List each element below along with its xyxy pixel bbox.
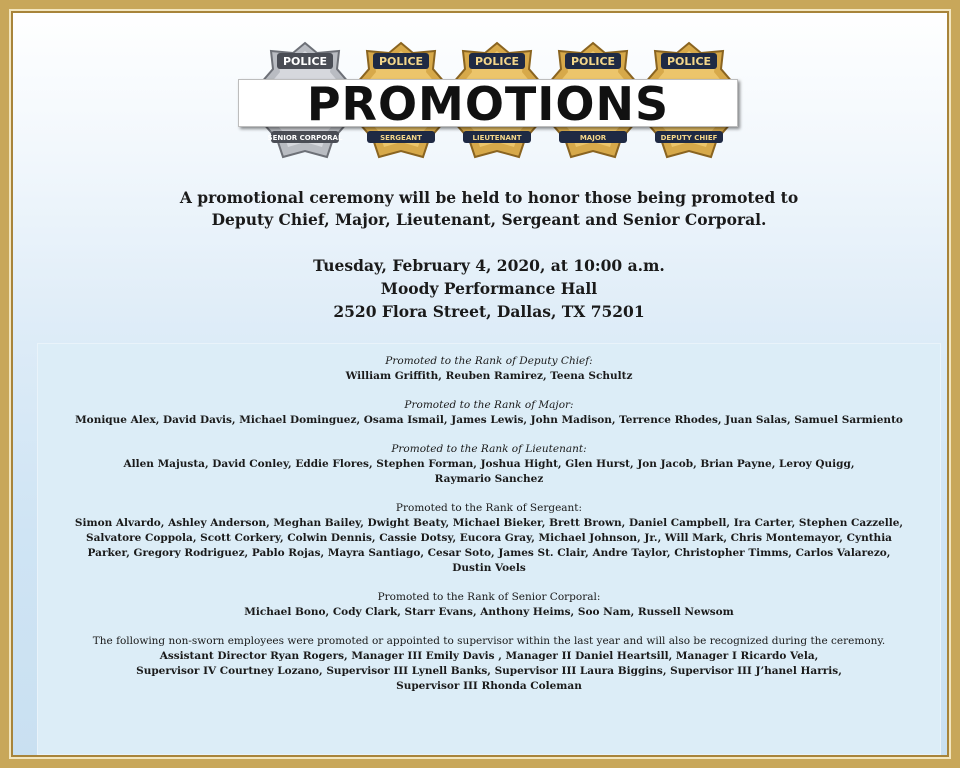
section-heading: The following non-sworn employees were promoted or appointed to supervisor within the last year and will also be recognized during the ceremony.	[92, 635, 886, 647]
section-heading: Promoted to the Rank of Major:	[404, 399, 574, 411]
name-line: Supervisor IV Courtney Lozano, Supervisor III Lynell Banks, Supervisor III Laura Biggins, Supervisor III J’hanel Harris,	[136, 665, 842, 677]
lieutenant-section	[39, 442, 939, 487]
name-line: Salvatore Coppola, Scott Corkery, Colwin Dennis, Cassie Dotsy, Eucora Gray, Michael Johnson, Jr., Will Mark, Chris Montemayor, Cynthia	[85, 532, 892, 544]
badge-top-text: POLICE	[474, 55, 520, 68]
major-section	[39, 398, 939, 428]
senior-corporal-section	[39, 590, 939, 620]
sergeant-section	[39, 501, 939, 576]
section-heading: Promoted to the Rank of Deputy Chief:	[385, 355, 593, 367]
title-banner	[238, 77, 738, 131]
name-line: Simon Alvardo, Ashley Anderson, Meghan Bailey, Dwight Beaty, Michael Bieker, Brett Brown, Daniel Campbell, Ira Carter, Stephen Cazzelle,	[74, 517, 904, 529]
badge-bottom-text: MAJOR	[579, 134, 607, 142]
intro-text	[109, 187, 869, 231]
event-datetime: Tuesday, February 4, 2020, at 10:00 a.m.	[313, 256, 665, 275]
name-line: William Griffith, Reuben Ramirez, Teena Schultz	[345, 370, 633, 382]
badge-top-text: POLICE	[282, 55, 328, 68]
intro-line: Deputy Chief, Major, Lieutenant, Sergeant and Senior Corporal.	[211, 210, 767, 229]
badge-bottom-text: SENIOR CORPORAL	[267, 134, 343, 142]
badge-bottom-text: SERGEANT	[380, 134, 422, 142]
name-line: Dustin Voels	[452, 562, 526, 574]
promotion-lists	[39, 354, 939, 708]
section-heading: Promoted to the Rank of Sergeant:	[395, 502, 583, 514]
non-sworn-section	[39, 634, 939, 694]
event-details	[109, 254, 869, 323]
badge-bottom-text: LIEUTENANT	[472, 134, 522, 142]
event-venue: Moody Performance Hall	[380, 279, 598, 298]
section-heading: Promoted to the Rank of Lieutenant:	[391, 443, 587, 455]
badge-top-text: POLICE	[570, 55, 616, 68]
name-line: Parker, Gregory Rodriguez, Pablo Rojas, Mayra Santiago, Cesar Soto, James St. Clair, Andre Taylor, Christopher Timms, Carlos Valarezo,	[87, 547, 891, 559]
name-line: Michael Bono, Cody Clark, Starr Evans, Anthony Heims, Soo Nam, Russell Newsom	[244, 606, 734, 618]
badge-bottom-text: DEPUTY CHIEF	[660, 134, 718, 142]
page-title: PROMOTIONS	[306, 77, 670, 131]
deputy-chief-section	[39, 354, 939, 384]
name-line: Supervisor III Rhonda Coleman	[396, 680, 582, 692]
name-line: Monique Alex, David Davis, Michael Dominguez, Osama Ismail, James Lewis, John Madison, Terrence Rhodes, Juan Salas, Samuel Sarmiento	[75, 414, 903, 426]
name-line: Assistant Director Ryan Rogers, Manager III Emily Davis , Manager II Daniel Heartsill, Manager I Ricardo Vela,	[159, 650, 819, 662]
badge-top-text: POLICE	[378, 55, 424, 68]
badge-top-text: POLICE	[666, 55, 712, 68]
name-line: Raymario Sanchez	[434, 473, 544, 485]
intro-line: A promotional ceremony will be held to honor those being promoted to	[179, 188, 799, 207]
event-address: 2520 Flora Street, Dallas, TX 75201	[333, 302, 645, 321]
name-line: Allen Majusta, David Conley, Eddie Flores, Stephen Forman, Joshua Hight, Glen Hurst, Jon Jacob, Brian Payne, Leroy Quigg,	[123, 458, 855, 470]
section-heading: Promoted to the Rank of Senior Corporal:	[377, 591, 601, 603]
